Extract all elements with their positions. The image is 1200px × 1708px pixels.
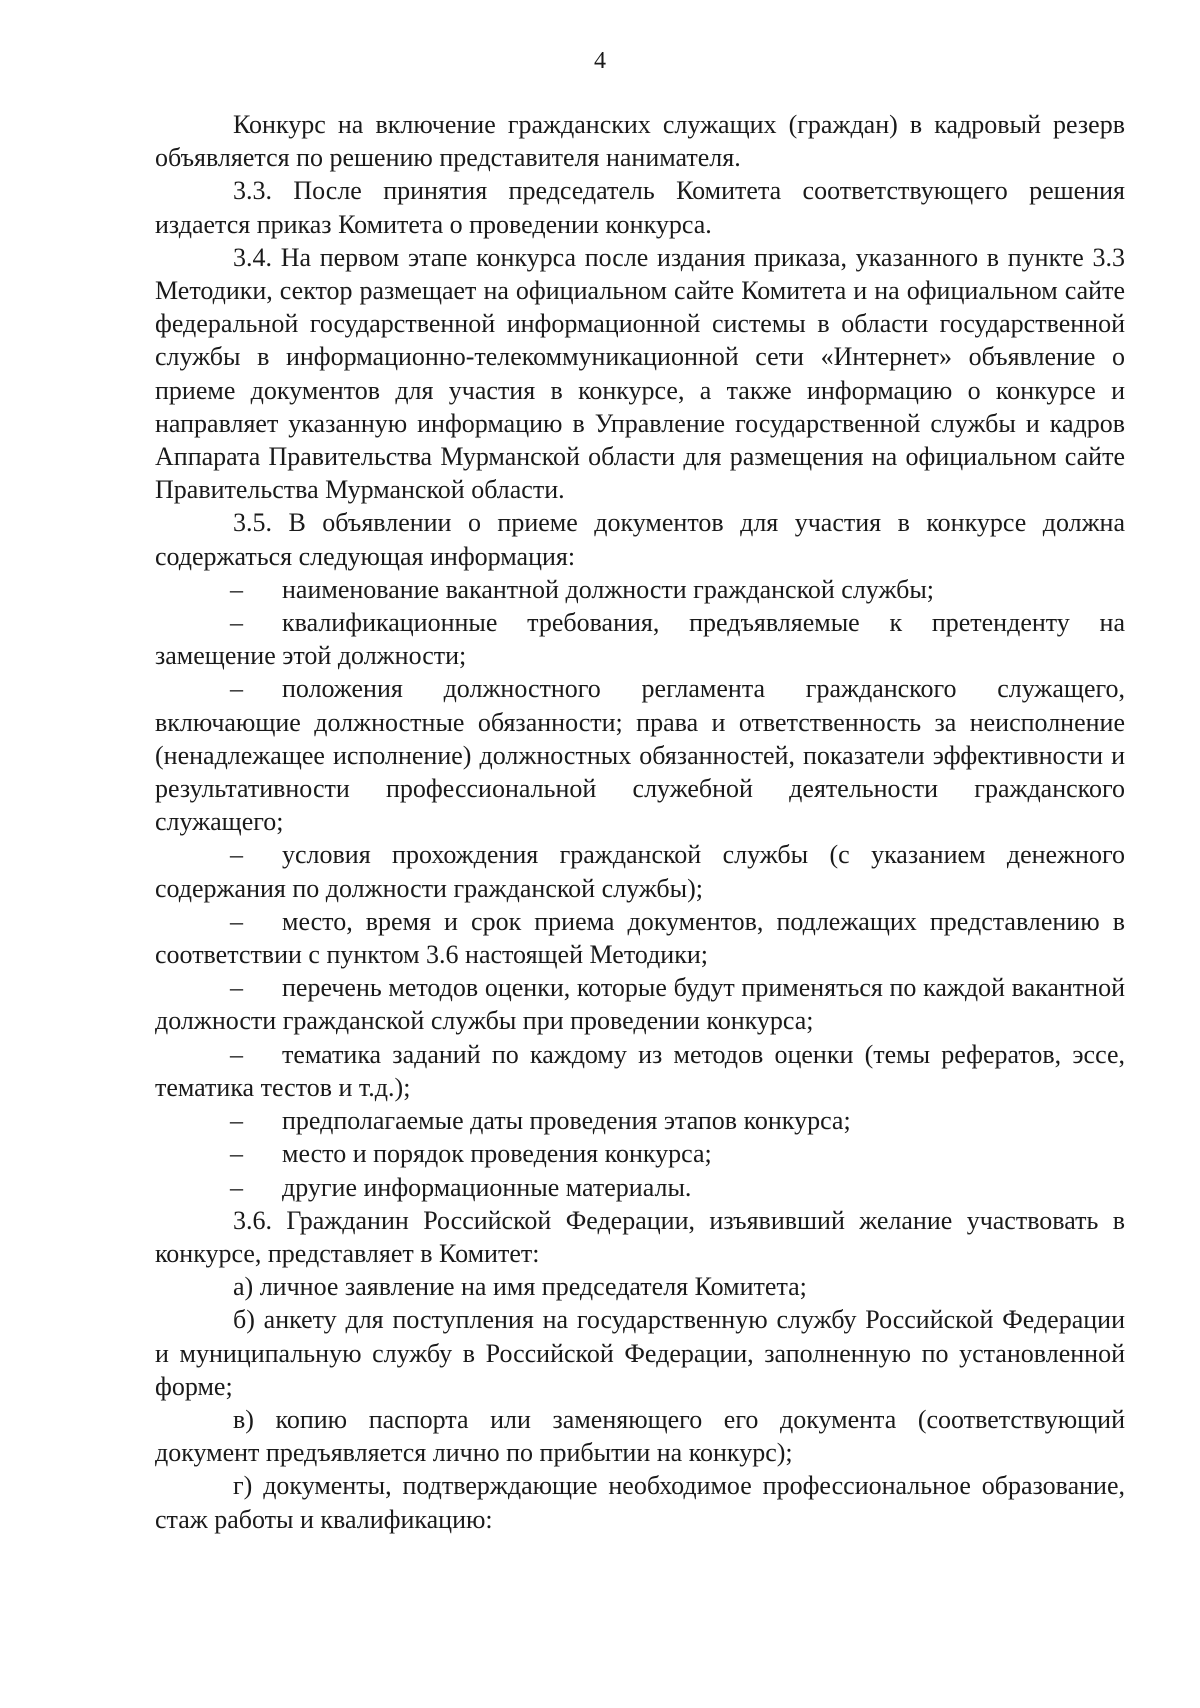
dash-bullet: –	[230, 906, 243, 936]
list-item	[155, 1171, 1125, 1204]
list-item-text: наименование вакантной должности гражданской службы;	[282, 574, 935, 604]
dash-bullet: –	[230, 1106, 243, 1136]
list-item	[155, 971, 1125, 1037]
paragraph-3-3: 3.3. После принятия председатель Комитета соответствующего решения издается приказ Комитета о проведении конкурса.	[155, 176, 1125, 239]
document-body	[155, 108, 1125, 1536]
list-item	[155, 1104, 1125, 1137]
dash-bullet: –	[230, 608, 243, 638]
list-item-text: тематика заданий по каждому из методов оценки (темы рефератов, эссе, тематика тестов и т.д.);	[155, 1039, 1125, 1102]
dash-bullet: –	[230, 1139, 243, 1169]
list-item	[155, 573, 1125, 606]
dash-bullet: –	[230, 1039, 243, 1069]
list-item	[155, 838, 1125, 904]
paragraph-item-a: а) личное заявление на имя председателя Комитета;	[233, 1272, 807, 1302]
dash-bullet: –	[230, 840, 243, 870]
requirements-list	[155, 573, 1125, 1204]
dash-bullet: –	[230, 973, 243, 1003]
list-item-text: перечень методов оценки, которые будут применяться по каждой вакантной должности гражданской службы при проведении конкурса;	[155, 973, 1125, 1036]
list-item-text: предполагаемые даты проведения этапов конкурса;	[282, 1106, 851, 1136]
list-item	[155, 905, 1125, 971]
list-item-text: место, время и срок приема документов, подлежащих представлению в соответствии с пунктом 3.6 настоящей Методики;	[155, 906, 1125, 970]
paragraph-intro: Конкурс на включение гражданских служащих (граждан) в кадровый резерв объявляется по решению представителя нанимателя.	[155, 110, 1125, 173]
dash-bullet: –	[230, 674, 243, 704]
page-number: 4	[594, 48, 606, 74]
paragraph-3-6: 3.6. Гражданин Российской Федерации, изъявивший желание участвовать в конкурсе, представляет в Комитет:	[155, 1205, 1125, 1268]
list-item	[155, 672, 1125, 838]
paragraph-item-b: б) анкету для поступления на государственную службу Российской Федерации и муниципальную службу в Российской Федерации, заполненную по установленной форме;	[155, 1305, 1125, 1401]
list-item	[155, 1137, 1125, 1170]
list-item-text: другие информационные материалы.	[282, 1172, 692, 1202]
list-item-text: квалификационные требования, предъявляемые к претенденту на замещение этой должности;	[155, 608, 1125, 671]
paragraph-item-v: в) копию паспорта или заменяющего его документа (соответствующий документ предъявляется лично по прибытии на конкурс);	[155, 1404, 1125, 1468]
list-item-text: условия прохождения гражданской службы (с указанием денежного содержания по должности гражданской службы);	[155, 840, 1125, 903]
paragraph-3-4: 3.4. На первом этапе конкурса после издания приказа, указанного в пункте 3.3 Методики, сектор размещает на официальном сайте Комитета и на официальном сайте федеральной государственной информационной системы в области государственной службы в информационно-телекоммуникационной сети «Интернет» объявление о приеме документов для участия в конкурсе, а также информацию о конкурсе и направляет указанную информацию в Управление государственной службы и кадров Аппарата Правительства Мурманской области для размещения на официальном сайте Правительства Мурманской области.	[155, 242, 1125, 505]
list-item-text: место и порядок проведения конкурса;	[282, 1139, 712, 1169]
list-item-text: положения должностного регламента гражданского служащего, включающие должностные обязанности; права и ответственность за неисполнение (ненадлежащее исполнение) должностных обязанностей, показатели эффективности и результативности профессиональной служебной деятельности гражданского служащего;	[155, 674, 1125, 837]
dash-bullet: –	[230, 1172, 243, 1202]
dash-bullet: –	[230, 574, 243, 604]
list-item	[155, 606, 1125, 672]
list-item	[155, 1038, 1125, 1104]
paragraph-3-5: 3.5. В объявлении о приеме документов для участия в конкурсе должна содержаться следующая информация:	[155, 508, 1125, 571]
paragraph-item-g: г) документы, подтверждающие необходимое профессиональное образование, стаж работы и квалификацию:	[155, 1471, 1125, 1534]
